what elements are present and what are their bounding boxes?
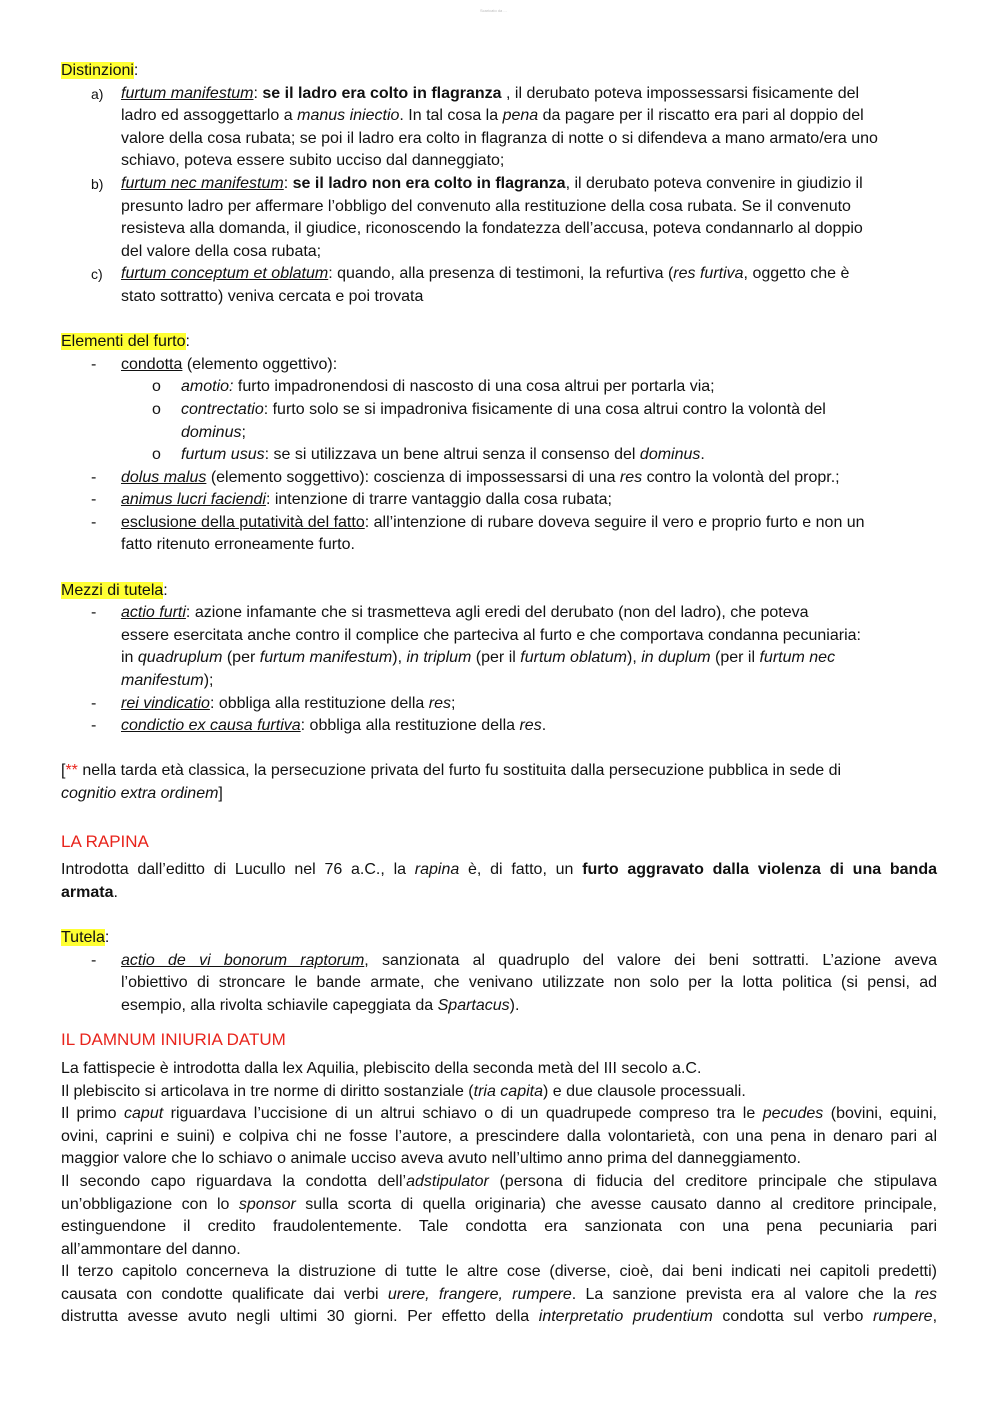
distinzioni-item-b: b) furtum nec manifestum: se il ladro non era colto in flagranza, il derubato poteva convenire in giudizio il presunto ladro per affermare l’obbligo del convenuto alla restituzione della cosa rubata. Se il convenuto resisteva alla domanda, il giudice, riconoscendo la fondatezza dell’accusa, poteva condannarlo al doppio del valore della cosa rubata; <box>61 173 937 263</box>
list-marker: b) <box>91 175 104 192</box>
distinzioni-item-c: c) furtum conceptum et oblatum: quando, alla presenza di testimoni, la refurtiva (res furtiva, oggetto che è stato sottratto) veniva cercata e poi trovata <box>61 263 937 308</box>
text-line: schiavo, poteva essere subito ucciso dal danneggiato; <box>121 152 505 170</box>
document-body <box>61 60 937 1329</box>
text-line: del valore della cosa rubata; <box>121 242 322 260</box>
note-paragraph: [** nella tarda età classica, la persecuzione privata del furto fu sostituita dalla persecuzione pubblica in sede di cognitio extra ordinem] <box>61 762 842 802</box>
list-marker: a) <box>91 85 104 102</box>
elementi-item-animus: - animus lucri faciendi: intenzione di trarre vantaggio dalla cosa rubata; <box>91 491 612 509</box>
distinzioni-heading: Distinzioni: <box>61 62 139 79</box>
list-marker: c) <box>91 266 103 283</box>
elementi-item-esclusione: - esclusione della putatività del fatto: all’intenzione di rubare doveva seguire il vero e proprio furto e non un fatto ritenuto erroneamente furto. <box>91 513 865 554</box>
elementi-item-condotta: - condotta (elemento oggettivo): <box>91 355 338 373</box>
condotta-sub-amotio: o amotio: furto impadronendosi di nascosto di una cosa altrui per portarla via; <box>152 378 715 396</box>
rapina-title: LA RAPINA <box>61 831 149 851</box>
elementi-heading: Elementi del furto: <box>61 333 190 351</box>
elementi-item-dolus: - dolus malus (elemento soggettivo): coscienza di impossessarsi di una res contro la volontà del propr.; <box>91 468 840 486</box>
damnum-title: IL DAMNUM INIURIA DATUM <box>61 1030 286 1050</box>
distinzioni-item-a: a) furtum manifestum: se il ladro era colto in flagranza , il derubato poteva impossessarsi fisicamente del ladro ed assoggettarlo a manus iniectio. In tal cosa la pena da pagare per il riscatto era pari al doppio del valore della cosa rubata; se poi il ladro era colto in flagranza di notte o si difendeva a mano armato/era uno schiavo, poteva essere subito ucciso dal danneggiato; <box>61 83 937 173</box>
tutela-item-actio: - actio de vi bonorum raptorum, sanzionata al quadruplo del valore dei beni sottratti. L’azione aveva l’obiettivo di stroncare le bande armate, che venivano utilizzate non solo per la lotta politica (si pensi, ad esempio, alla rivolta schiavile capeggiata da Spartacus). <box>91 951 937 1014</box>
tutela-heading: Tutela: <box>61 928 110 946</box>
mezzi-item-condictio: - condictio ex causa furtiva: obbliga alla restituzione della res. <box>91 717 547 735</box>
condotta-sub-furtum-usus: o furtum usus: se si utilizzava un bene altrui senza il consenso del dominus. <box>152 446 705 464</box>
text-line: ladro ed assoggettarlo a manus iniectio. In tal cosa la pena da pagare per il riscatto era pari al doppio del <box>121 107 864 125</box>
mezzi-item-actio-furti: - actio furti: azione infamante che si trasmetteva agli eredi del derubato (non del ladro), che poteva essere esercitata anche contro il complice che parteciva al furto e che comportava condanna pecuniaria: in quadruplum (per furtum manifestum), in triplum (per il furtum oblatum), in duplum (per il furtum nec manifestum); <box>91 604 861 690</box>
text-line: stato sottratto) veniva cercata e poi trovata <box>121 287 424 305</box>
mezzi-item-rei-vindicatio: - rei vindicatio: obbliga alla restituzione della res; <box>91 694 456 712</box>
text-line: resisteva alla domanda, il giudice, riconoscendo la fondatezza dell’accusa, poteva condannarlo al doppio <box>121 220 863 238</box>
condotta-sub-contrectatio: o contrectatio: furto solo se si impadroniva fisicamente di una cosa altrui contro la volontà del dominus; <box>152 400 826 441</box>
rapina-paragraph: Introdotta dall’editto di Lucullo nel 76 a.C., la rapina è, di fatto, un furto aggravato dalla violenza di una banda armata. <box>61 861 937 901</box>
text-line: presunto ladro per affermare l’obbligo del convenuto alla restituzione della cosa rubata. Se il convenuto <box>121 197 851 215</box>
text-line: valore della cosa rubata; se poi il ladro era colto in flagranza di notte o si difendeva a mano armato/era uno <box>121 129 878 147</box>
mezzi-heading: Mezzi di tutela: <box>61 581 168 599</box>
header-mark: Scaricato da ... <box>480 8 507 13</box>
damnum-body: La fattispecie è introdotta dalla lex Aquilia, plebiscito della seconda metà del III secolo a.C. Il plebiscito si articolava in tre norme di diritto sostanziale (tria capita) e due clausole processuali. Il primo caput riguardava l’uccisione di un altrui schiavo o di un quadrupede compreso tra le pecudes (bovini, equini, ovini, caprini e suini) e colpiva chi ne fosse l’autore, a prescindere dalla volontarietà, con una pena in denaro pari al maggior valore che lo schiavo o animale ucciso aveva avuto nell’ultimo anno prima del danneggiamento. Il secondo capo riguardava la condotta dell’adstipulator (persona di fiducia del creditore principale che stipulava un’obbligazione con lo sponsor sulla scorta di quella originaria) che avesse causato danno al creditore principale, estinguendone il credito fraudolentemente. Tale condotta era sanzionata con una pena pecuniaria pari all’ammontare del danno. Il terzo capitolo concerneva la distruzione di tutte le altre cose (diverse, cioè, dai beni indicati nei capitoli predetti) causata con condotte qualificate dai verbi urere, frangere, rumpere. La sanzione prevista era al valore che la res distrutta avesse avuto negli ultimi 30 giorni. Per effetto della interpretatio prudentium condotta sul verbo rumpere, <box>61 1059 938 1326</box>
